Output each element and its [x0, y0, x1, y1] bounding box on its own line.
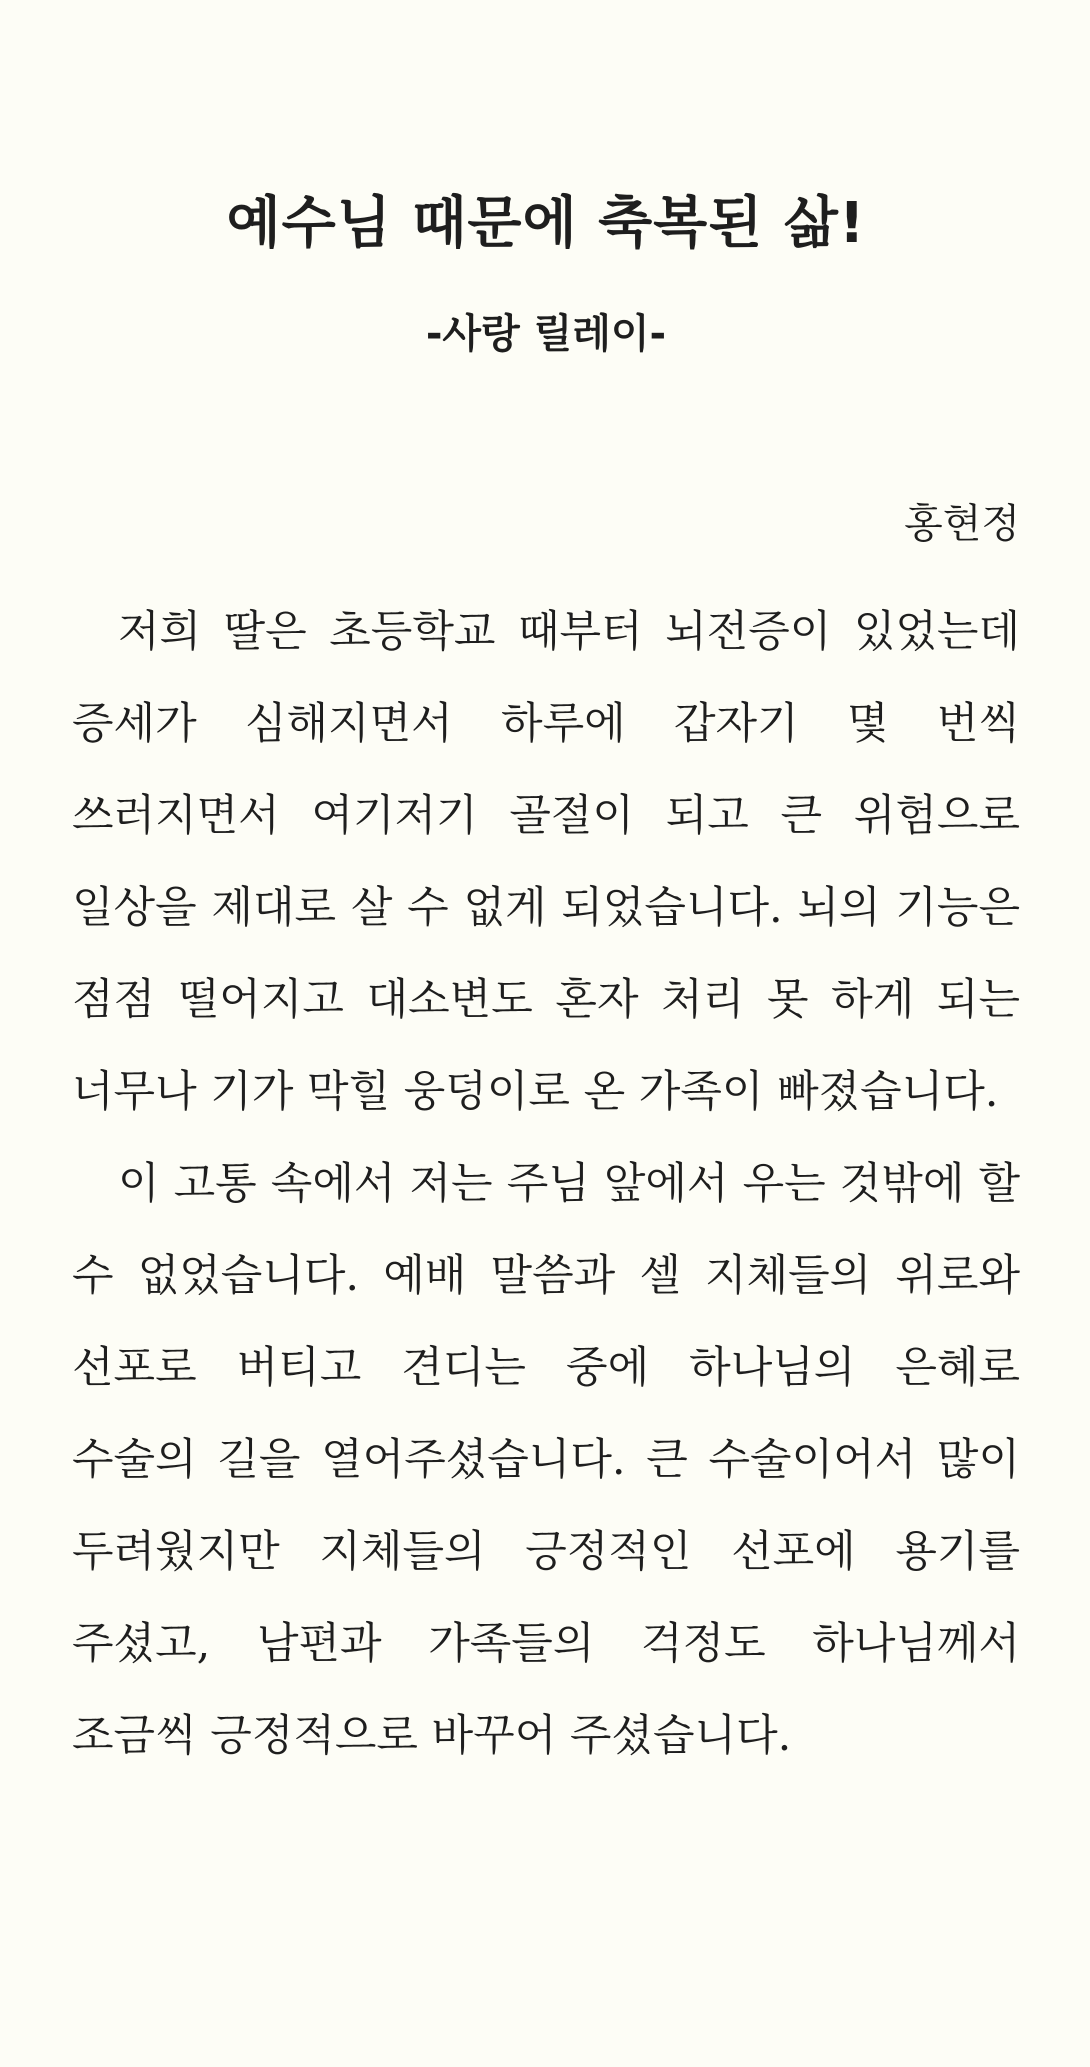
- paragraph: 이 고통 속에서 저는 주님 앞에서 우는 것밖에 할 수 없었습니다. 예배 말씀과 셀 지체들의 위로와 선포로 버티고 견디는 중에 하나님의 은혜로 수술의 길을 열어주셨습니다. 큰 수술이어서 많이 두려웠지만 지체들의 긍정적인 선포에 용기를 주셨고, 남편과 가족들의 걱정도 하나님께서 조금씩 긍정적으로 바꾸어 주셨습니다.: [72, 1159, 1020, 1761]
- paragraph: 저희 딸은 초등학교 때부터 뇌전증이 있었는데 증세가 심해지면서 하루에 갑자기 몇 번씩 쓰러지면서 여기저기 골절이 되고 큰 위험으로 일상을 제대로 살 수 없게 되었습니다. 뇌의 기능은 점점 떨어지고 대소변도 혼자 처리 못 하게 되는 너무나 기가 막힐 웅덩이로 온 가족이 빠졌습니다.: [72, 607, 1020, 1117]
- page-subtitle: -사랑 릴레이-: [425, 311, 667, 357]
- article-body: [72, 586, 1020, 1782]
- page-title: 예수님 때문에 축복된 삶!: [226, 191, 866, 256]
- author-name: 홍현정: [904, 501, 1020, 547]
